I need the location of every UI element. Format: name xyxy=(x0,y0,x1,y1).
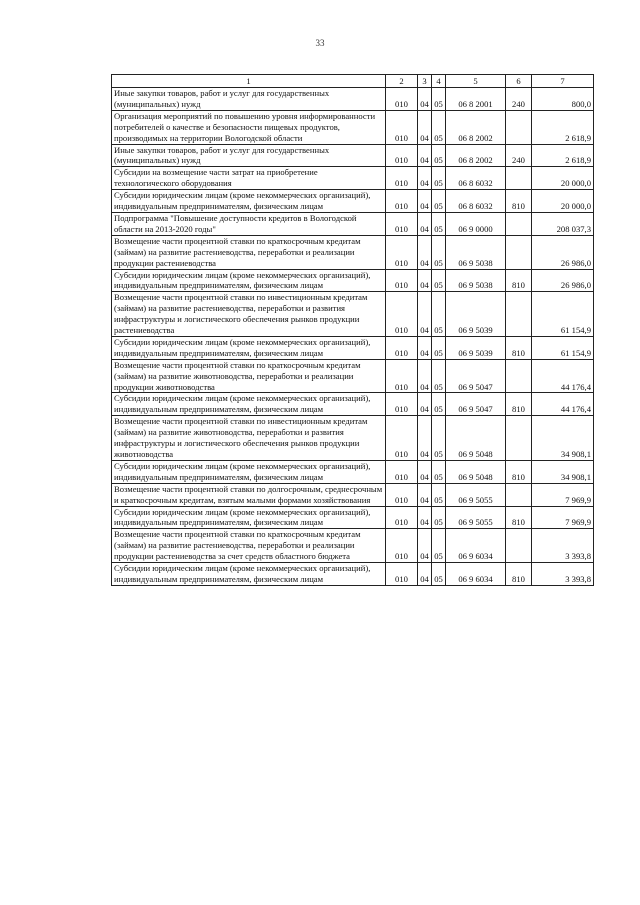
expense-type-code xyxy=(506,416,532,461)
table-row xyxy=(112,416,594,461)
expense-type-code: 810 xyxy=(506,190,532,213)
subsection-code: 05 xyxy=(432,506,446,529)
target-article-code: 06 9 5047 xyxy=(446,393,506,416)
amount: 26 986,0 xyxy=(532,235,594,269)
expense-type-code: 240 xyxy=(506,144,532,167)
subsection-code: 05 xyxy=(432,144,446,167)
table-row xyxy=(112,529,594,563)
table-row xyxy=(112,235,594,269)
column-header: 5 xyxy=(446,75,506,88)
table-row xyxy=(112,506,594,529)
item-name: Возмещение части процентной ставки по краткосрочным кредитам (займам) на развитие животноводства, переработки и реализации продукции животноводства xyxy=(112,359,386,393)
subsection-code: 05 xyxy=(432,212,446,235)
section-code: 04 xyxy=(418,292,432,337)
subsection-code: 05 xyxy=(432,359,446,393)
column-header: 6 xyxy=(506,75,532,88)
subsection-code: 05 xyxy=(432,529,446,563)
target-article-code: 06 9 5055 xyxy=(446,483,506,506)
expense-type-code xyxy=(506,167,532,190)
admin-code: 010 xyxy=(386,88,418,111)
amount: 3 393,8 xyxy=(532,529,594,563)
section-code: 04 xyxy=(418,416,432,461)
target-article-code: 06 9 5038 xyxy=(446,235,506,269)
expense-type-code: 810 xyxy=(506,460,532,483)
section-code: 04 xyxy=(418,483,432,506)
table-row xyxy=(112,359,594,393)
item-name: Субсидии юридическим лицам (кроме некоммерческих организаций), индивидуальным предпринимателям, физическим лицам xyxy=(112,506,386,529)
budget-table xyxy=(111,74,594,586)
admin-code: 010 xyxy=(386,563,418,586)
section-code: 04 xyxy=(418,269,432,292)
table-row xyxy=(112,336,594,359)
amount: 61 154,9 xyxy=(532,336,594,359)
amount: 2 618,9 xyxy=(532,110,594,144)
item-name: Субсидии юридическим лицам (кроме некоммерческих организаций), индивидуальным предпринимателям, физическим лицам xyxy=(112,563,386,586)
section-code: 04 xyxy=(418,144,432,167)
subsection-code: 05 xyxy=(432,336,446,359)
target-article-code: 06 9 5055 xyxy=(446,506,506,529)
expense-type-code xyxy=(506,110,532,144)
subsection-code: 05 xyxy=(432,235,446,269)
admin-code: 010 xyxy=(386,336,418,359)
table-row xyxy=(112,269,594,292)
amount: 800,0 xyxy=(532,88,594,111)
amount: 26 986,0 xyxy=(532,269,594,292)
amount: 208 037,3 xyxy=(532,212,594,235)
table-row xyxy=(112,563,594,586)
target-article-code: 06 9 5039 xyxy=(446,336,506,359)
expense-type-code xyxy=(506,359,532,393)
target-article-code: 06 9 5038 xyxy=(446,269,506,292)
subsection-code: 05 xyxy=(432,416,446,461)
subsection-code: 05 xyxy=(432,190,446,213)
column-header: 4 xyxy=(432,75,446,88)
expense-type-code: 810 xyxy=(506,336,532,359)
item-name: Подпрограмма "Повышение доступности кредитов в Вологодской области на 2013-2020 годы" xyxy=(112,212,386,235)
admin-code: 010 xyxy=(386,269,418,292)
admin-code: 010 xyxy=(386,110,418,144)
expense-type-code: 810 xyxy=(506,563,532,586)
expense-type-code: 810 xyxy=(506,393,532,416)
expense-type-code xyxy=(506,483,532,506)
column-header: 1 xyxy=(112,75,386,88)
item-name: Иные закупки товаров, работ и услуг для государственных (муниципальных) нужд xyxy=(112,88,386,111)
subsection-code: 05 xyxy=(432,393,446,416)
expense-type-code xyxy=(506,529,532,563)
amount: 34 908,1 xyxy=(532,416,594,461)
table-row xyxy=(112,460,594,483)
section-code: 04 xyxy=(418,110,432,144)
table-row xyxy=(112,190,594,213)
subsection-code: 05 xyxy=(432,88,446,111)
section-code: 04 xyxy=(418,235,432,269)
target-article-code: 06 8 2001 xyxy=(446,88,506,111)
item-name: Организация мероприятий по повышению уровня информированности потребителей о качестве и безопасности пищевых продуктов, производимых на территории Вологодской области xyxy=(112,110,386,144)
table-body xyxy=(112,88,594,586)
item-name: Субсидии на возмещение части затрат на приобретение технологического оборудования xyxy=(112,167,386,190)
section-code: 04 xyxy=(418,212,432,235)
header-row xyxy=(112,75,594,88)
admin-code: 010 xyxy=(386,167,418,190)
item-name: Возмещение части процентной ставки по инвестиционным кредитам (займам) на развитие животноводства, переработки и развития инфраструктуры и логистического обеспечения рынков продукции животноводства xyxy=(112,416,386,461)
table-row xyxy=(112,110,594,144)
table-row xyxy=(112,292,594,337)
section-code: 04 xyxy=(418,393,432,416)
section-code: 04 xyxy=(418,336,432,359)
admin-code: 010 xyxy=(386,529,418,563)
target-article-code: 06 8 6032 xyxy=(446,167,506,190)
table-row xyxy=(112,88,594,111)
target-article-code: 06 9 5048 xyxy=(446,416,506,461)
amount: 2 618,9 xyxy=(532,144,594,167)
section-code: 04 xyxy=(418,529,432,563)
target-article-code: 06 9 6034 xyxy=(446,529,506,563)
admin-code: 010 xyxy=(386,292,418,337)
expense-type-code xyxy=(506,212,532,235)
expense-type-code xyxy=(506,292,532,337)
admin-code: 010 xyxy=(386,190,418,213)
item-name: Субсидии юридическим лицам (кроме некоммерческих организаций), индивидуальным предпринимателям, физическим лицам xyxy=(112,269,386,292)
section-code: 04 xyxy=(418,190,432,213)
section-code: 04 xyxy=(418,506,432,529)
item-name: Иные закупки товаров, работ и услуг для государственных (муниципальных) нужд xyxy=(112,144,386,167)
item-name: Возмещение части процентной ставки по инвестиционным кредитам (займам) на развитие растениеводства, переработки и развития инфраструктуры и логистического обеспечения рынков продукции растениеводства xyxy=(112,292,386,337)
table-row xyxy=(112,212,594,235)
admin-code: 010 xyxy=(386,506,418,529)
admin-code: 010 xyxy=(386,359,418,393)
item-name: Субсидии юридическим лицам (кроме некоммерческих организаций), индивидуальным предпринимателям, физическим лицам xyxy=(112,336,386,359)
admin-code: 010 xyxy=(386,416,418,461)
subsection-code: 05 xyxy=(432,483,446,506)
target-article-code: 06 8 6032 xyxy=(446,190,506,213)
target-article-code: 06 9 5048 xyxy=(446,460,506,483)
target-article-code: 06 9 6034 xyxy=(446,563,506,586)
expense-type-code: 810 xyxy=(506,269,532,292)
amount: 7 969,9 xyxy=(532,483,594,506)
expense-type-code: 810 xyxy=(506,506,532,529)
amount: 61 154,9 xyxy=(532,292,594,337)
section-code: 04 xyxy=(418,460,432,483)
admin-code: 010 xyxy=(386,235,418,269)
target-article-code: 06 9 5047 xyxy=(446,359,506,393)
amount: 44 176,4 xyxy=(532,359,594,393)
table-row xyxy=(112,393,594,416)
item-name: Возмещение части процентной ставки по краткосрочным кредитам (займам) на развитие растениеводства, переработки и реализации продукции растениеводства xyxy=(112,235,386,269)
amount: 7 969,9 xyxy=(532,506,594,529)
amount: 34 908,1 xyxy=(532,460,594,483)
admin-code: 010 xyxy=(386,483,418,506)
section-code: 04 xyxy=(418,88,432,111)
section-code: 04 xyxy=(418,563,432,586)
subsection-code: 05 xyxy=(432,292,446,337)
page-number: 33 xyxy=(315,38,325,48)
subsection-code: 05 xyxy=(432,563,446,586)
subsection-code: 05 xyxy=(432,110,446,144)
item-name: Возмещение части процентной ставки по долгосрочным, среднесрочным и краткосрочным кредитам, взятым малыми формами хозяйствования xyxy=(112,483,386,506)
expense-type-code xyxy=(506,235,532,269)
target-article-code: 06 8 2002 xyxy=(446,144,506,167)
admin-code: 010 xyxy=(386,393,418,416)
table-row xyxy=(112,483,594,506)
column-header: 2 xyxy=(386,75,418,88)
column-header: 7 xyxy=(532,75,594,88)
amount: 20 000,0 xyxy=(532,190,594,213)
table-row xyxy=(112,144,594,167)
subsection-code: 05 xyxy=(432,460,446,483)
target-article-code: 06 9 5039 xyxy=(446,292,506,337)
item-name: Субсидии юридическим лицам (кроме некоммерческих организаций), индивидуальным предпринимателям, физическим лицам xyxy=(112,460,386,483)
section-code: 04 xyxy=(418,167,432,190)
subsection-code: 05 xyxy=(432,269,446,292)
amount: 20 000,0 xyxy=(532,167,594,190)
admin-code: 010 xyxy=(386,212,418,235)
admin-code: 010 xyxy=(386,460,418,483)
amount: 3 393,8 xyxy=(532,563,594,586)
section-code: 04 xyxy=(418,359,432,393)
admin-code: 010 xyxy=(386,144,418,167)
target-article-code: 06 9 0000 xyxy=(446,212,506,235)
expense-type-code: 240 xyxy=(506,88,532,111)
amount: 44 176,4 xyxy=(532,393,594,416)
item-name: Возмещение части процентной ставки по краткосрочным кредитам (займам) на развитие растениеводства, переработки и реализации продукции растениеводства за счет средств областного бюджета xyxy=(112,529,386,563)
target-article-code: 06 8 2002 xyxy=(446,110,506,144)
subsection-code: 05 xyxy=(432,167,446,190)
table-row xyxy=(112,167,594,190)
item-name: Субсидии юридическим лицам (кроме некоммерческих организаций), индивидуальным предпринимателям, физическим лицам xyxy=(112,393,386,416)
item-name: Субсидии юридическим лицам (кроме некоммерческих организаций), индивидуальным предпринимателям, физическим лицам xyxy=(112,190,386,213)
column-header: 3 xyxy=(418,75,432,88)
